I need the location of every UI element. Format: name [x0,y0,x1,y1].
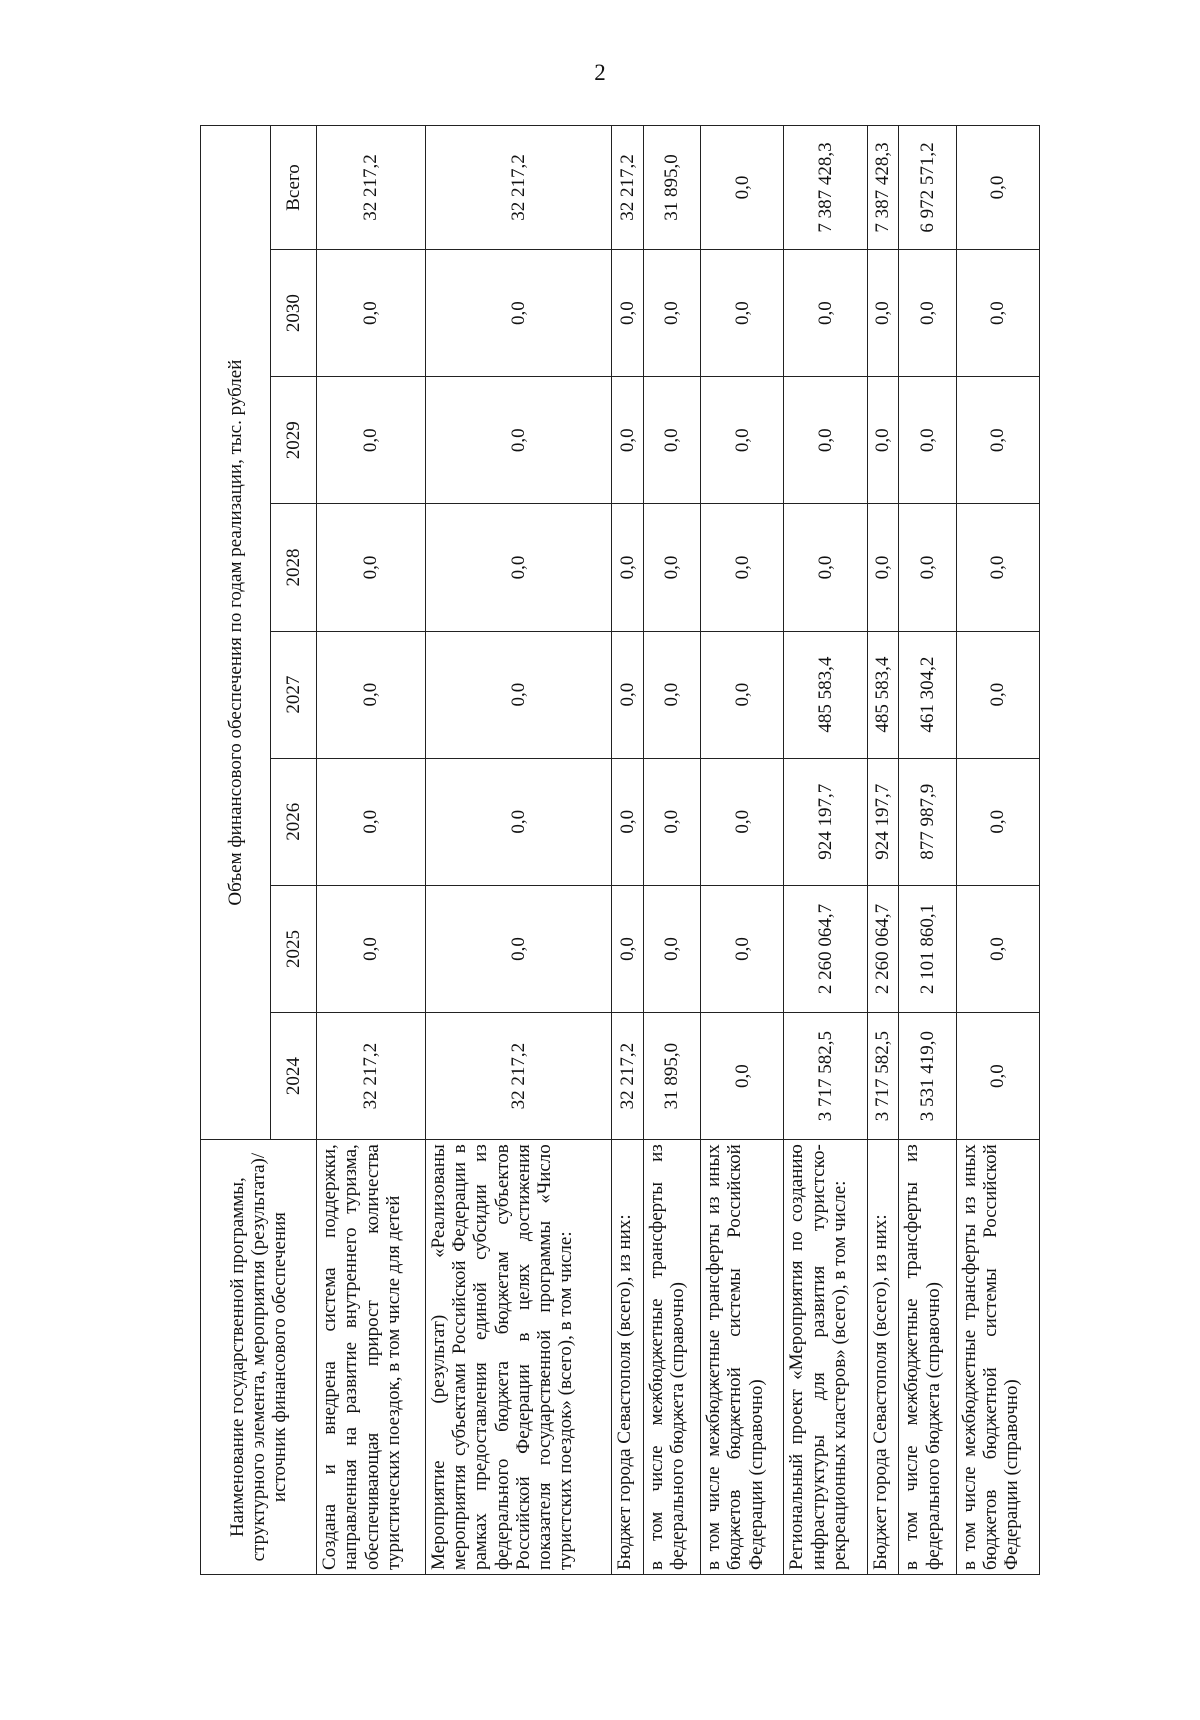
table-row [425,126,611,1575]
row-value-cell: 2 260 064,7 [867,885,899,1012]
row-value-cell: 31 895,0 [643,1013,700,1140]
row-name-cell: Бюджет города Севастополя (всего), из них: [611,1140,643,1575]
row-value-cell: 461 304,2 [899,631,956,758]
row-value-cell: 0,0 [784,504,867,631]
row-value-cell: 485 583,4 [784,631,867,758]
row-value-cell: 0,0 [701,1013,784,1140]
row-value-cell: 32 217,2 [611,1013,643,1140]
row-value-cell: 0,0 [611,377,643,504]
row-value-cell: 0,0 [701,377,784,504]
row-value-cell: 2 101 860,1 [899,885,956,1012]
row-value-cell: 0,0 [611,885,643,1012]
row-value-cell: 924 197,7 [867,758,899,885]
row-value-cell: 0,0 [425,758,611,885]
table-row [956,126,1039,1575]
row-value-cell: 0,0 [425,885,611,1012]
row-name-cell: Региональный проект «Мероприятия по созданию инфраструктуры для развития туристско-рекреационных кластеров» (всего), в том числе: [784,1140,867,1575]
row-value-cell: 0,0 [643,885,700,1012]
header-year: 2025 [271,885,317,1012]
row-value-cell: 0,0 [956,1013,1039,1140]
row-name-cell: в том числе межбюджетные трансферты из иных бюджетов бюджетной системы Российской Федерации (справочно) [956,1140,1039,1575]
row-value-cell: 3 717 582,5 [784,1013,867,1140]
financing-table [200,125,1040,1575]
row-value-cell: 0,0 [784,250,867,377]
row-value-cell: 32 217,2 [317,1013,426,1140]
row-total-cell: 0,0 [701,126,784,250]
row-total-cell: 7 387 428,3 [784,126,867,250]
header-volume-title: Объем финансового обеспечения по годам реализации, тыс. рублей [201,126,271,1140]
row-value-cell: 0,0 [784,377,867,504]
header-year: 2027 [271,631,317,758]
page-number: 2 [594,60,606,85]
row-value-cell: 0,0 [701,631,784,758]
row-name-cell: Мероприятие (результат) «Реализованы мероприятия субъектами Российской Федерации в рамках предоставления единой субсидии из федерального бюджета бюджетам субъектов Российской Федерации в целях достижения показателя государственной программы «Число туристских поездок» (всего), в том числе: [425,1140,611,1575]
row-value-cell: 0,0 [425,504,611,631]
row-value-cell: 0,0 [611,250,643,377]
row-name-cell: в том числе межбюджетные трансферты из федерального бюджета (справочно) [899,1140,956,1575]
table-row [867,126,899,1575]
row-value-cell: 0,0 [956,377,1039,504]
row-value-cell: 0,0 [701,504,784,631]
row-total-cell: 32 217,2 [611,126,643,250]
row-value-cell: 0,0 [701,885,784,1012]
row-value-cell: 0,0 [899,504,956,631]
header-year: 2026 [271,758,317,885]
row-value-cell: 0,0 [956,758,1039,885]
row-value-cell: 0,0 [611,631,643,758]
row-value-cell: 924 197,7 [784,758,867,885]
row-value-cell: 0,0 [956,885,1039,1012]
row-value-cell: 0,0 [317,885,426,1012]
table-row [611,126,643,1575]
row-value-cell: 0,0 [611,758,643,885]
row-total-cell: 7 387 428,3 [867,126,899,250]
row-total-cell: 0,0 [956,126,1039,250]
row-name-cell: Бюджет города Севастополя (всего), из них: [867,1140,899,1575]
row-total-cell: 6 972 571,2 [899,126,956,250]
row-value-cell: 2 260 064,7 [784,885,867,1012]
row-value-cell: 3 531 419,0 [899,1013,956,1140]
row-value-cell: 0,0 [701,250,784,377]
row-value-cell: 0,0 [867,504,899,631]
row-value-cell: 3 717 582,5 [867,1013,899,1140]
row-value-cell: 0,0 [317,250,426,377]
row-value-cell: 0,0 [643,631,700,758]
row-value-cell: 0,0 [899,377,956,504]
row-value-cell: 0,0 [956,504,1039,631]
header-year: 2024 [271,1013,317,1140]
row-value-cell: 0,0 [425,631,611,758]
row-value-cell: 0,0 [643,758,700,885]
row-value-cell: 0,0 [317,504,426,631]
header-year: 2030 [271,250,317,377]
row-value-cell: 0,0 [643,377,700,504]
table-row [701,126,784,1575]
table-row [784,126,867,1575]
row-value-cell: 0,0 [317,758,426,885]
row-value-cell: 485 583,4 [867,631,899,758]
row-total-cell: 31 895,0 [643,126,700,250]
row-name-cell: в том числе межбюджетные трансферты из федерального бюджета (справочно) [643,1140,700,1575]
row-value-cell: 32 217,2 [425,1013,611,1140]
row-total-cell: 32 217,2 [425,126,611,250]
row-value-cell: 0,0 [956,250,1039,377]
row-value-cell: 0,0 [899,250,956,377]
header-year: 2029 [271,377,317,504]
table-row [899,126,956,1575]
row-value-cell: 0,0 [317,631,426,758]
row-value-cell: 0,0 [425,250,611,377]
table-row [317,126,426,1575]
row-value-cell: 0,0 [956,631,1039,758]
header-year: 2028 [271,504,317,631]
row-value-cell: 0,0 [611,504,643,631]
row-total-cell: 32 217,2 [317,126,426,250]
row-value-cell: 0,0 [425,377,611,504]
header-total: Всего [271,126,317,250]
row-value-cell: 0,0 [643,504,700,631]
row-value-cell: 0,0 [317,377,426,504]
row-value-cell: 0,0 [701,758,784,885]
row-name-cell: Создана и внедрена система поддержки, направленная на развитие внутреннего туризма, обеспечивающая прирост количества туристических поездок, в том числе для детей [317,1140,426,1575]
row-value-cell: 0,0 [643,250,700,377]
header-name-column: Наименование государственной программы, структурного элемента, мероприятия (результата)/источник финансового обеспечения [201,1140,317,1575]
financing-table-rotated [200,125,1040,1575]
row-value-cell: 0,0 [867,250,899,377]
row-value-cell: 877 987,9 [899,758,956,885]
table-row [643,126,700,1575]
row-value-cell: 0,0 [867,377,899,504]
row-name-cell: в том числе межбюджетные трансферты из иных бюджетов бюджетной системы Российской Федерации (справочно) [701,1140,784,1575]
